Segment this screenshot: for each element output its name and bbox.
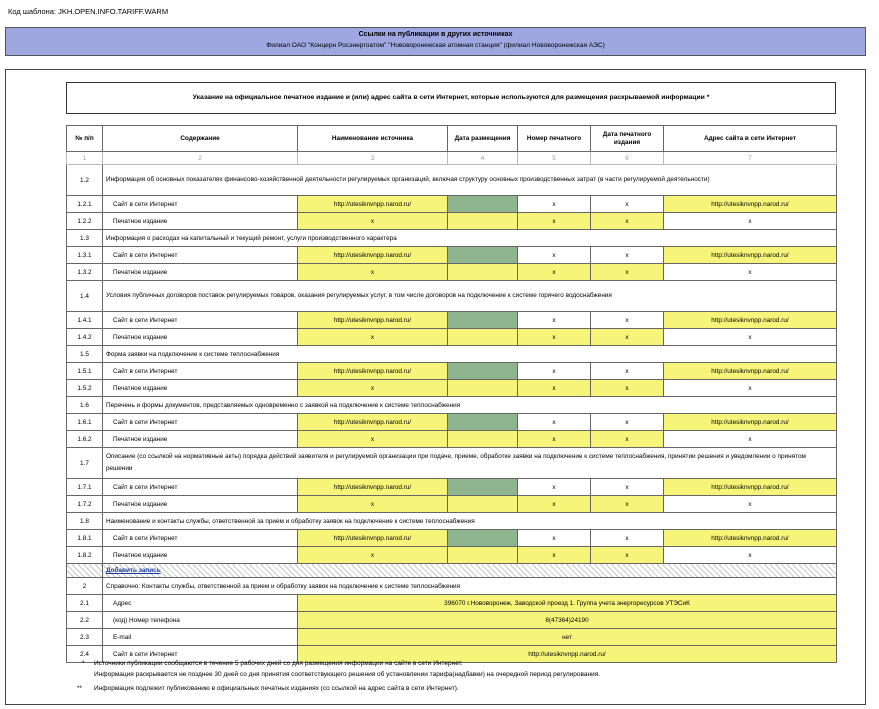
row-number: 1.4.2 — [67, 329, 103, 346]
row-label: Печатное издание — [103, 213, 298, 230]
row-number: 1.4.1 — [67, 312, 103, 329]
section-number: 1.6 — [67, 397, 103, 414]
table-row — [67, 380, 837, 397]
print-date-cell: x — [591, 247, 664, 264]
date-input[interactable] — [448, 530, 518, 547]
col-header-source: Наименование источника — [298, 126, 448, 152]
table-row — [67, 312, 837, 329]
section-number: 1.2 — [67, 165, 103, 196]
reference-value-input[interactable]: 8(47364)24190 — [298, 612, 837, 629]
print-date-cell: x — [591, 363, 664, 380]
row-number: 2.1 — [67, 595, 103, 612]
source-input[interactable]: x — [298, 329, 448, 346]
hatch-cell — [67, 564, 103, 578]
col-number: 6 — [591, 152, 664, 165]
row-label: Печатное издание — [103, 329, 298, 346]
section-title: Информация о расходах на капитальный и текущий ремонт, услуги производственного характера — [103, 230, 837, 247]
section-title: Наименование и контакты службы, ответственной за прием и обработку заявок на подключение к системе теплоснабжения — [103, 513, 837, 530]
section-title: Описание (со ссылкой на нормативные акты) порядка действий заявителя и регулируемой организации при подаче, приеме, обработке заявки на подключение к системе теплоснабжения, принятии решения и уведомлении о принятом решении — [103, 448, 837, 479]
print-date-cell: x — [591, 479, 664, 496]
col-number: 4 — [448, 152, 518, 165]
publications-table — [66, 125, 837, 663]
row-label: Сайт в сети Интернет — [103, 530, 298, 547]
section-title: Информация об основных показателях финансово-хозяйственной деятельности регулируемых организаций, включая структуру основных производственных затрат (в части регулируемой деятельности) — [103, 165, 837, 196]
print-number-cell: x — [518, 479, 591, 496]
reference-row — [67, 629, 837, 646]
add-record-row — [67, 564, 837, 578]
site-address-cell: x — [664, 496, 837, 513]
source-input[interactable]: http://utesiknvnpp.narod.ru/ — [298, 479, 448, 496]
form-caption: Указание на официальное печатное издание и (или) адрес сайта в сети Интернет, которые используются для размещения раскрываемой информации * — [66, 82, 836, 114]
site-address-cell[interactable]: http://utesiknvnpp.narod.ru/ — [664, 196, 837, 213]
table-row — [67, 431, 837, 448]
table-row — [67, 363, 837, 380]
col-header-date: Дата размещения — [448, 126, 518, 152]
sheet-subtitle: Филиал ОАО "Концерн Росэнергоатом" "Нововоронежская атомная станция" (филиал Нововоронежская АЭС) — [266, 42, 605, 49]
col-number: 5 — [518, 152, 591, 165]
sheet-title: Ссылки на публикации в других источниках — [358, 31, 513, 38]
add-record-cell — [103, 564, 837, 578]
print-date-cell[interactable]: x — [591, 431, 664, 448]
print-number-cell[interactable]: x — [518, 496, 591, 513]
row-label: E-mail — [103, 629, 298, 646]
date-input[interactable] — [448, 363, 518, 380]
print-date-cell: x — [591, 312, 664, 329]
print-number-cell[interactable]: x — [518, 213, 591, 230]
print-number-cell[interactable]: x — [518, 380, 591, 397]
template-code: Код шаблона: JKH.OPEN.INFO.TARIFF.WARM — [8, 7, 169, 16]
table-row — [67, 479, 837, 496]
site-address-cell[interactable]: http://utesiknvnpp.narod.ru/ — [664, 363, 837, 380]
table-row — [67, 264, 837, 281]
section-row — [67, 448, 837, 479]
section-title: Форма заявки на подключение к системе теплоснабжения — [103, 346, 837, 363]
print-number-cell: x — [518, 196, 591, 213]
col-header-print-date: Дата печатного издания — [591, 126, 664, 152]
print-date-cell[interactable]: x — [591, 264, 664, 281]
source-input[interactable]: http://utesiknvnpp.narod.ru/ — [298, 312, 448, 329]
print-date-cell: x — [591, 196, 664, 213]
site-address-cell: x — [664, 431, 837, 448]
source-input[interactable]: http://utesiknvnpp.narod.ru/ — [298, 247, 448, 264]
footnote-1-line-2: Информация раскрывается не позднее 30 дней со дня принятия соответствующего решения об установлении тарифа(надбавки) на очередной период регулирования. — [94, 671, 601, 678]
date-input[interactable] — [448, 414, 518, 431]
section-row — [67, 397, 837, 414]
site-address-cell: x — [664, 329, 837, 346]
source-input[interactable]: x — [298, 431, 448, 448]
col-number: 7 — [664, 152, 837, 165]
section-number: 2 — [67, 578, 103, 595]
row-number: 1.5.1 — [67, 363, 103, 380]
row-number: 1.3.1 — [67, 247, 103, 264]
section-row — [67, 230, 837, 247]
row-number: 1.3.2 — [67, 264, 103, 281]
row-number: 1.6.1 — [67, 414, 103, 431]
section-row — [67, 281, 837, 312]
print-number-cell[interactable]: x — [518, 264, 591, 281]
reference-title: Справочно: Контакты службы, ответственной за прием и обработку заявок на подключение к системе теплоснабжения — [103, 578, 837, 595]
row-label: Печатное издание — [103, 547, 298, 564]
print-date-cell[interactable]: x — [591, 496, 664, 513]
print-number-cell: x — [518, 312, 591, 329]
col-header-content: Содержание — [103, 126, 298, 152]
row-number: 1.2.1 — [67, 196, 103, 213]
row-label: Печатное издание — [103, 264, 298, 281]
section-number: 1.4 — [67, 281, 103, 312]
print-number-cell[interactable]: x — [518, 329, 591, 346]
table-header-row — [67, 126, 837, 152]
date-input[interactable] — [448, 196, 518, 213]
row-number: 1.7.2 — [67, 496, 103, 513]
section-number: 1.3 — [67, 230, 103, 247]
row-label: Печатное издание — [103, 496, 298, 513]
print-date-cell: x — [591, 530, 664, 547]
col-number: 3 — [298, 152, 448, 165]
table-row — [67, 247, 837, 264]
col-header-num: № п/п — [67, 126, 103, 152]
row-number: 2.4 — [67, 646, 103, 663]
print-date-cell[interactable]: x — [591, 329, 664, 346]
source-input[interactable]: http://utesiknvnpp.narod.ru/ — [298, 530, 448, 547]
row-number: 2.3 — [67, 629, 103, 646]
row-number: 1.5.2 — [67, 380, 103, 397]
footnote-1-mark: * — [82, 660, 85, 667]
print-date-cell[interactable]: x — [591, 547, 664, 564]
section-title: Условия публичных договоров поставок регулируемых товаров, оказания регулируемых услуг, в том числе договоров на подключение к системе горячего водоснабжения — [103, 281, 837, 312]
site-address-cell[interactable]: http://utesiknvnpp.narod.ru/ — [664, 247, 837, 264]
date-input[interactable] — [448, 479, 518, 496]
row-label: Сайт в сети Интернет — [103, 363, 298, 380]
row-number: 2.2 — [67, 612, 103, 629]
date-input[interactable] — [448, 264, 518, 281]
source-input[interactable]: http://utesiknvnpp.narod.ru/ — [298, 196, 448, 213]
source-input[interactable]: x — [298, 547, 448, 564]
table-row — [67, 496, 837, 513]
row-label: (код) Номер телефона — [103, 612, 298, 629]
column-number-row — [67, 152, 837, 165]
reference-row — [67, 612, 837, 629]
date-input[interactable] — [448, 380, 518, 397]
table-row — [67, 414, 837, 431]
print-date-cell: x — [591, 414, 664, 431]
print-number-cell: x — [518, 363, 591, 380]
row-label: Сайт в сети Интернет — [103, 414, 298, 431]
print-number-cell[interactable]: x — [518, 431, 591, 448]
reference-section-row — [67, 578, 837, 595]
row-number: 1.8.2 — [67, 547, 103, 564]
footnotes — [66, 658, 846, 694]
source-input[interactable]: x — [298, 380, 448, 397]
row-label: Печатное издание — [103, 380, 298, 397]
date-input[interactable] — [448, 213, 518, 230]
section-number: 1.8 — [67, 513, 103, 530]
section-number: 1.5 — [67, 346, 103, 363]
date-input[interactable] — [448, 547, 518, 564]
date-input[interactable] — [448, 247, 518, 264]
footnote-2-line: Информация подлежит публикованию в официальных печатных изданиях (со ссылкой на адрес сайта в сети Интернет). — [94, 685, 459, 692]
site-address-cell[interactable]: http://utesiknvnpp.narod.ru/ — [664, 414, 837, 431]
source-input[interactable]: x — [298, 496, 448, 513]
sheet-header — [5, 27, 866, 56]
reference-value-input[interactable]: http://utesiknvnpp.narod.ru/ — [298, 646, 837, 663]
site-address-cell: x — [664, 213, 837, 230]
footnote-2-mark: ** — [77, 685, 83, 692]
print-number-cell: x — [518, 414, 591, 431]
row-label: Сайт в сети Интернет — [103, 196, 298, 213]
site-address-cell: x — [664, 264, 837, 281]
row-label: Сайт в сети Интернет — [103, 247, 298, 264]
section-row — [67, 346, 837, 363]
reference-value-input[interactable]: 396070 г.Нововоронеж, Заводской проезд 1. Группа учета энергоресурсов УТЭСиК — [298, 595, 837, 612]
site-address-cell: x — [664, 380, 837, 397]
col-number: 1 — [67, 152, 103, 165]
date-input[interactable] — [448, 496, 518, 513]
site-address-cell[interactable]: http://utesiknvnpp.narod.ru/ — [664, 530, 837, 547]
site-address-cell[interactable]: http://utesiknvnpp.narod.ru/ — [664, 479, 837, 496]
row-number: 1.6.2 — [67, 431, 103, 448]
add-record-link[interactable]: Добавить запись — [106, 567, 161, 574]
row-label: Сайт в сети Интернет — [103, 312, 298, 329]
print-number-cell: x — [518, 530, 591, 547]
table-row — [67, 547, 837, 564]
print-number-cell: x — [518, 247, 591, 264]
row-number: 1.7.1 — [67, 479, 103, 496]
col-header-print-no: Номер печатного — [518, 126, 591, 152]
row-number: 1.8.1 — [67, 530, 103, 547]
table-row — [67, 196, 837, 213]
site-address-cell[interactable]: http://utesiknvnpp.narod.ru/ — [664, 312, 837, 329]
col-number: 2 — [103, 152, 298, 165]
print-date-cell[interactable]: x — [591, 213, 664, 230]
site-address-cell: x — [664, 547, 837, 564]
table-row — [67, 329, 837, 346]
date-input[interactable] — [448, 431, 518, 448]
row-label: Сайт в сети Интернет — [103, 646, 298, 663]
print-number-cell[interactable]: x — [518, 547, 591, 564]
print-date-cell[interactable]: x — [591, 380, 664, 397]
source-input[interactable]: x — [298, 264, 448, 281]
footnote-1-line-1: Источники публикации сообщаются в течение 5 рабочих дней со дня размещения информации на сайте в сети Интернет. — [94, 660, 463, 667]
table-row — [67, 530, 837, 547]
source-input[interactable]: http://utesiknvnpp.narod.ru/ — [298, 363, 448, 380]
section-title: Перечень и формы документов, представляемых одновременно с заявкой на подключение к системе теплоснабжения — [103, 397, 837, 414]
row-label: Адрес — [103, 595, 298, 612]
row-number: 1.2.2 — [67, 213, 103, 230]
row-label: Печатное издание — [103, 431, 298, 448]
source-input[interactable]: x — [298, 213, 448, 230]
row-label: Сайт в сети Интернет — [103, 479, 298, 496]
date-input[interactable] — [448, 329, 518, 346]
date-input[interactable] — [448, 312, 518, 329]
section-row — [67, 165, 837, 196]
section-number: 1.7 — [67, 448, 103, 479]
reference-row — [67, 595, 837, 612]
reference-value-input[interactable]: нет — [298, 629, 837, 646]
section-row — [67, 513, 837, 530]
source-input[interactable]: http://utesiknvnpp.narod.ru/ — [298, 414, 448, 431]
col-header-site: Адрес сайта в сети Интернет — [664, 126, 837, 152]
table-row — [67, 213, 837, 230]
